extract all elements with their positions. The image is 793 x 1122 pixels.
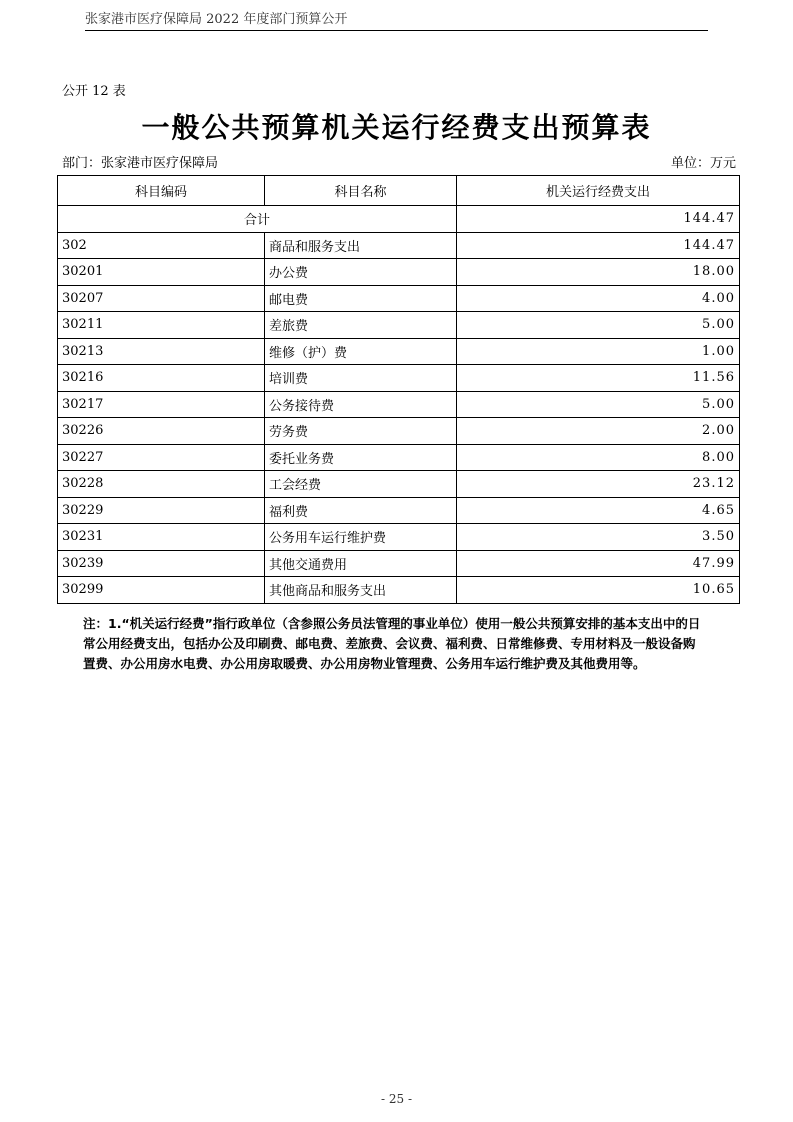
budget-table [57, 175, 740, 604]
row-value: 10.65 [457, 577, 740, 604]
row-code: 30201 [58, 259, 265, 286]
row-code: 30207 [58, 285, 265, 312]
table-row [58, 365, 740, 392]
row-name: 工会经费 [265, 471, 457, 498]
row-code: 30213 [58, 338, 265, 365]
table-row [58, 524, 740, 551]
table-row [58, 497, 740, 524]
row-name: 公务用车运行维护费 [265, 524, 457, 551]
footnote: 注：1.“机关运行经费”指行政单位（含参照公务员法管理的事业单位）使用一般公共预算安排的基本支出中的日常公用经费支出，包括办公及印刷费、邮电费、差旅费、会议费、福利费、日常维修费、专用材料及一般设备购置费、办公用房水电费、办公用房取暖费、办公用房物业管理费、公务用车运行维护费及其他费用等。 [83, 616, 701, 671]
row-value: 23.12 [457, 471, 740, 498]
table-row [58, 418, 740, 445]
row-name: 差旅费 [265, 312, 457, 339]
row-code: 30216 [58, 365, 265, 392]
row-code: 30239 [58, 550, 265, 577]
row-name: 培训费 [265, 365, 457, 392]
row-code: 30229 [58, 497, 265, 524]
row-value: 2.00 [457, 418, 740, 445]
table-row [58, 471, 740, 498]
row-value: 18.00 [457, 259, 740, 286]
column-header-value: 机关运行经费支出 [457, 176, 740, 206]
department-label: 部门：张家港市医疗保障局 [62, 156, 219, 171]
row-value: 1.00 [457, 338, 740, 365]
row-code: 30228 [58, 471, 265, 498]
table-number: 公开 12 表 [62, 84, 126, 99]
row-name: 其他交通费用 [265, 550, 457, 577]
row-value: 4.00 [457, 285, 740, 312]
table-row [58, 232, 740, 259]
page-number: - 25 - [380, 1092, 412, 1106]
column-header-code: 科目编码 [58, 176, 265, 206]
row-code: 302 [58, 232, 265, 259]
row-value: 11.56 [457, 365, 740, 392]
column-header-name: 科目名称 [265, 176, 457, 206]
row-value: 144.47 [457, 232, 740, 259]
row-name: 办公费 [265, 259, 457, 286]
row-value: 5.00 [457, 391, 740, 418]
row-value: 47.99 [457, 550, 740, 577]
row-name: 商品和服务支出 [265, 232, 457, 259]
row-code: 30226 [58, 418, 265, 445]
table-row [58, 285, 740, 312]
table-header-row [58, 176, 740, 206]
table-row [58, 391, 740, 418]
row-name: 公务接待费 [265, 391, 457, 418]
row-code: 30217 [58, 391, 265, 418]
total-label: 合计 [58, 206, 457, 233]
row-name: 维修（护）费 [265, 338, 457, 365]
row-value: 3.50 [457, 524, 740, 551]
row-name: 其他商品和服务支出 [265, 577, 457, 604]
table-row [58, 577, 740, 604]
row-name: 福利费 [265, 497, 457, 524]
total-value: 144.47 [457, 206, 740, 233]
row-code: 30227 [58, 444, 265, 471]
row-value: 8.00 [457, 444, 740, 471]
table-row [58, 338, 740, 365]
table-row [58, 550, 740, 577]
row-name: 委托业务费 [265, 444, 457, 471]
row-name: 劳务费 [265, 418, 457, 445]
running-header: 张家港市医疗保障局 2022 年度部门预算公开 [85, 8, 708, 31]
table-row [58, 259, 740, 286]
total-row [58, 206, 740, 233]
table-row [58, 444, 740, 471]
row-value: 5.00 [457, 312, 740, 339]
row-name: 邮电费 [265, 285, 457, 312]
row-code: 30211 [58, 312, 265, 339]
table-row [58, 312, 740, 339]
row-code: 30299 [58, 577, 265, 604]
row-code: 30231 [58, 524, 265, 551]
row-value: 4.65 [457, 497, 740, 524]
unit-label: 单位：万元 [670, 156, 736, 171]
page-title: 一般公共预算机关运行经费支出预算表 [141, 111, 652, 144]
